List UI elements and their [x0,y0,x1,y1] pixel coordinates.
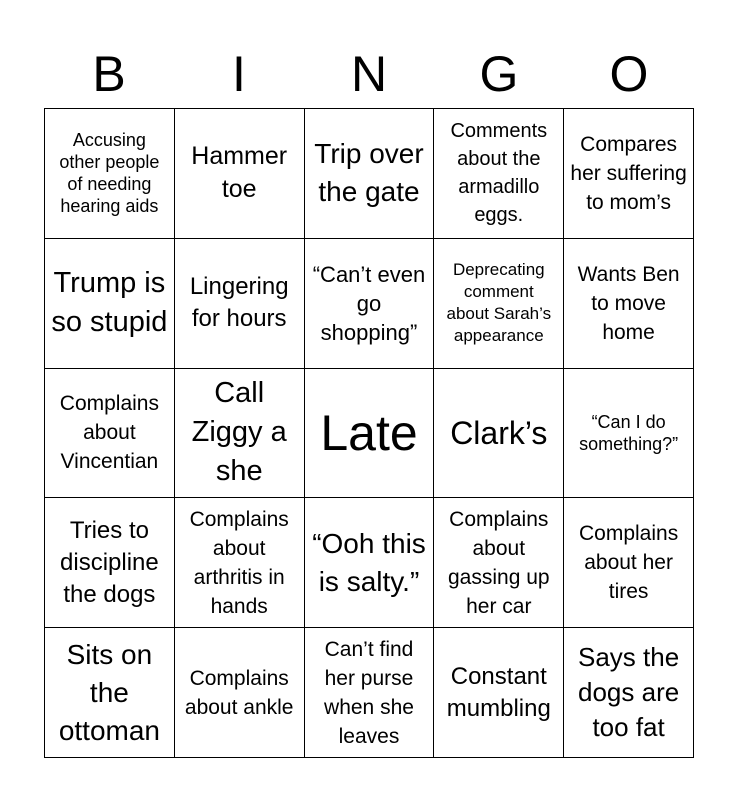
cell-text: Deprecating comment about Sarah’s appearance [446,260,552,346]
bingo-cell[interactable] [305,239,435,369]
cell-text: Accusing other people of needing hearing aids [59,130,160,217]
cell-text: Lingering for hours [189,273,289,333]
cell-text: Call Ziggy a she [191,377,287,488]
cell-text: Wants Ben to move home [577,262,680,344]
cell-text: Constant mumbling [446,662,551,722]
cell-text: Complains about arthritis in hands [189,507,289,618]
bingo-cell[interactable] [564,498,694,628]
cell-text: “Can’t even go shopping” [312,261,426,345]
cell-text: Late [320,404,418,461]
cell-text: “Ooh this is salty.” [312,527,426,597]
bingo-cell[interactable] [45,369,175,499]
bingo-cell[interactable] [175,369,305,499]
bingo-cell[interactable] [175,239,305,369]
bingo-cell[interactable] [434,239,564,369]
bingo-card-grid [44,108,694,758]
cell-text: Comments about the armadillo eggs. [450,120,548,227]
bingo-cell[interactable] [45,628,175,758]
cell-text: Trip over the gate [314,138,424,208]
header-letter-b: B [92,46,126,102]
cell-text: Complains about Vincentian [59,392,159,474]
header-letter-g: G [479,46,519,102]
header-letter-i: I [232,46,246,102]
bingo-cell[interactable] [564,109,694,239]
header-letter-n: N [350,46,388,102]
bingo-cell[interactable] [305,109,435,239]
bingo-cell[interactable] [434,628,564,758]
bingo-cell[interactable] [564,628,694,758]
cell-text: Sits on the ottoman [58,638,160,746]
free-space-cell[interactable] [305,369,435,499]
cell-text: Can’t find her purse when she leaves [324,637,414,748]
cell-text: “Can I do something?” [579,411,679,454]
bingo-cell[interactable] [45,498,175,628]
cell-text: Trump is so stupid [51,267,168,339]
bingo-cell[interactable] [434,498,564,628]
bingo-cell[interactable] [175,109,305,239]
bingo-header [44,40,694,108]
cell-text: Complains about gassing up her car [448,507,550,618]
bingo-cell[interactable] [45,239,175,369]
bingo-cell[interactable] [434,369,564,499]
cell-text: Complains about ankle [184,666,294,719]
bingo-cell[interactable] [45,109,175,239]
bingo-cell[interactable] [175,628,305,758]
cell-text: Complains about her tires [578,522,679,604]
bingo-cell[interactable] [564,239,694,369]
header-letter-o: O [609,46,649,102]
bingo-cell[interactable] [305,498,435,628]
cell-text: Tries to discipline the dogs [60,516,159,608]
cell-text: Hammer toe [191,142,288,204]
cell-text: Says the dogs are too fat [578,642,680,743]
bingo-cell[interactable] [175,498,305,628]
bingo-cell[interactable] [434,109,564,239]
bingo-cell[interactable] [564,369,694,499]
cell-text: Compares her suffering to mom’s [570,132,687,214]
bingo-cell[interactable] [305,628,435,758]
cell-text: Clark’s [450,414,548,451]
